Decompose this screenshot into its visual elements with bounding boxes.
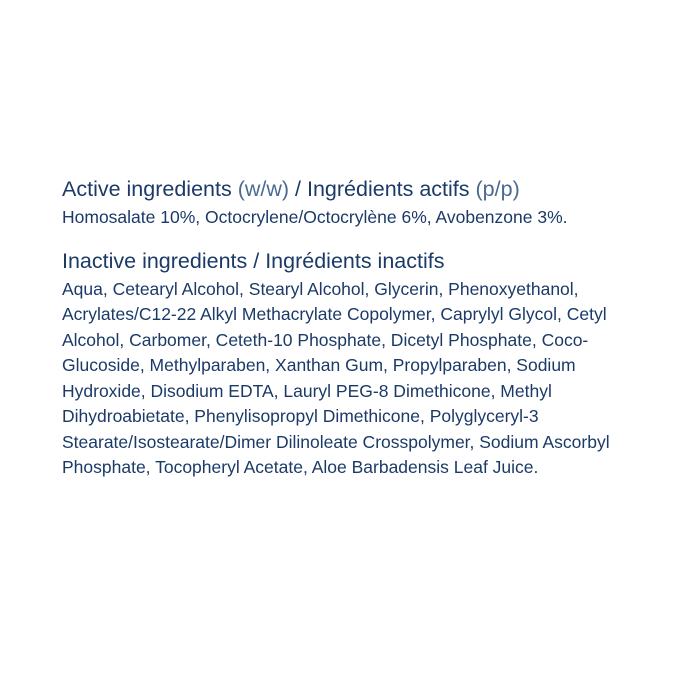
ingredients-label	[62, 175, 622, 485]
active-heading-french: Ingrédients actifs	[307, 177, 470, 201]
inactive-heading-english: Inactive ingredients	[62, 248, 248, 273]
active-heading-english: Active ingredients	[62, 177, 232, 201]
inactive-heading-french: Ingrédients inactifs	[265, 248, 445, 273]
active-ingredients-body: Homosalate 10%, Octocrylene/Octocrylène 6%, Avobenzone 3%.	[62, 207, 568, 227]
inactive-ingredients-section	[62, 247, 622, 481]
active-ingredients-heading	[62, 175, 622, 203]
inactive-heading-separator: /	[253, 248, 260, 273]
active-heading-qualifier-fr: (p/p)	[475, 177, 520, 201]
active-ingredients-section	[62, 175, 622, 231]
active-heading-separator: /	[295, 177, 302, 201]
active-heading-qualifier-en: (w/w)	[237, 177, 290, 201]
inactive-ingredients-heading	[62, 247, 622, 275]
inactive-ingredients-body: Aqua, Cetearyl Alcohol, Stearyl Alcohol, Glycerin, Phenoxyethanol, Acrylates/C12-22 Alkyl Methacrylate Copolymer, Caprylyl Glycol, Cetyl Alcohol, Carbomer, Ceteth-10 Phosphate, Dicetyl Phosphate, Coco-Glucoside, Methylparaben, Xanthan Gum, Propylparaben, Sodium Hydroxide, Disodium EDTA, Lauryl PEG-8 Dimethicone, Methyl Dihydroabietate, Phenylisopropyl Dimethicone, Polyglyceryl-3 Stearate/Isostearate/Dimer Dilinoleate Crosspolymer, Sodium Ascorbyl Phosphate, Tocopheryl Acetate, Aloe Barbadensis Leaf Juice.	[62, 278, 610, 477]
